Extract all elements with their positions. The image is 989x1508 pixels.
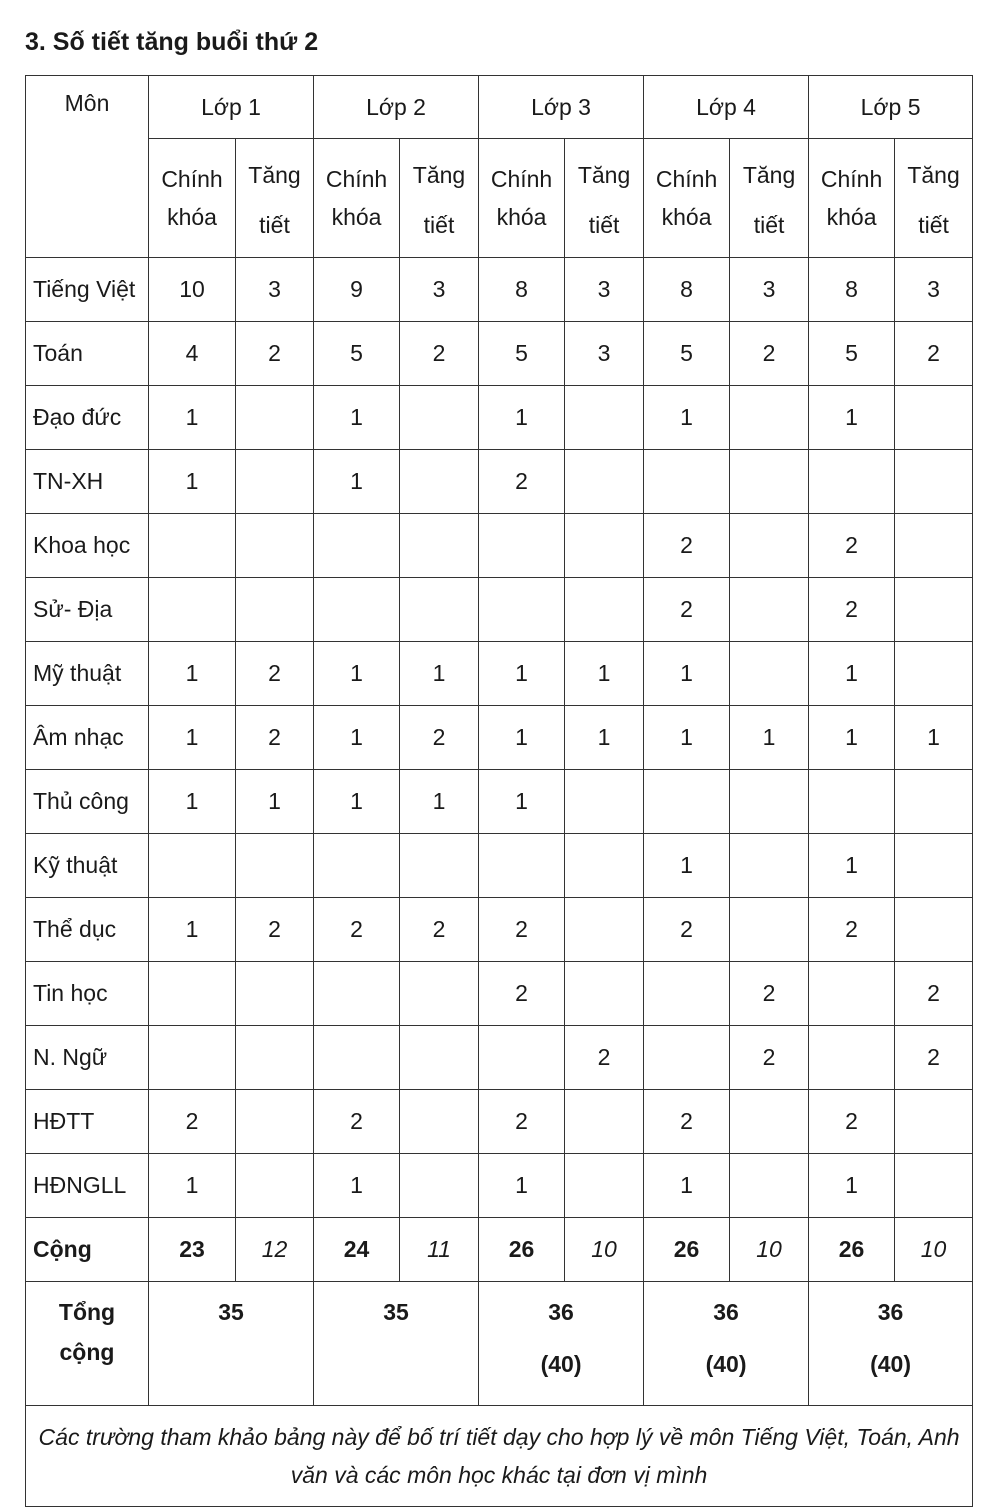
class-header: Lớp 2 xyxy=(314,76,479,139)
subject-cell: Thủ công xyxy=(26,770,149,834)
tang-tiet-header xyxy=(895,139,973,258)
chinh-khoa-cell: 10 xyxy=(149,258,236,322)
tang-tiet-cell: 3 xyxy=(400,258,479,322)
chinh-khoa-cell xyxy=(149,834,236,898)
chinh-khoa-cell: 2 xyxy=(479,898,565,962)
tang-tiet-cell xyxy=(236,834,314,898)
chinh-khoa-cell: 1 xyxy=(149,898,236,962)
tang-tiet-line1: Tăng xyxy=(412,162,466,188)
chinh-khoa-cell: 4 xyxy=(149,322,236,386)
grand-total-value: 36 xyxy=(877,1299,904,1325)
chinh-khoa-cell: 2 xyxy=(644,578,730,642)
tang-tiet-cell xyxy=(730,770,809,834)
chinh-khoa-cell: 1 xyxy=(314,386,400,450)
chinh-khoa-cell: 1 xyxy=(809,1154,895,1218)
tang-tiet-cell xyxy=(730,450,809,514)
chinh-khoa-line1: Chính xyxy=(325,166,388,192)
chinh-khoa-cell xyxy=(644,770,730,834)
tang-tiet-line1: Tăng xyxy=(577,162,631,188)
chinh-khoa-line2: khóa xyxy=(496,204,547,230)
table-row xyxy=(26,642,973,706)
subtotal-cell: 26 xyxy=(809,1218,895,1282)
tang-tiet-cell: 1 xyxy=(565,706,644,770)
chinh-khoa-cell: 1 xyxy=(809,706,895,770)
tang-tiet-cell xyxy=(895,1090,973,1154)
tang-tiet-cell xyxy=(236,578,314,642)
tang-tiet-cell: 2 xyxy=(400,322,479,386)
grand-total-alt: (40) xyxy=(540,1351,582,1377)
chinh-khoa-header xyxy=(644,139,730,258)
tang-tiet-cell xyxy=(236,450,314,514)
tang-tiet-cell xyxy=(895,898,973,962)
chinh-khoa-cell: 1 xyxy=(314,1154,400,1218)
table-row xyxy=(26,514,973,578)
chinh-khoa-cell xyxy=(314,578,400,642)
chinh-khoa-cell: 1 xyxy=(149,642,236,706)
chinh-khoa-cell: 2 xyxy=(314,898,400,962)
subtotal-cell: 10 xyxy=(895,1218,973,1282)
tang-tiet-cell: 3 xyxy=(565,322,644,386)
chinh-khoa-cell: 1 xyxy=(314,706,400,770)
table-row xyxy=(26,386,973,450)
grand-total-value: 35 xyxy=(218,1299,244,1325)
chinh-khoa-cell: 8 xyxy=(479,258,565,322)
chinh-khoa-cell: 2 xyxy=(149,1090,236,1154)
subtotal-cell: 11 xyxy=(400,1218,479,1282)
tang-tiet-cell xyxy=(895,642,973,706)
tang-tiet-cell: 1 xyxy=(730,706,809,770)
tang-tiet-cell: 2 xyxy=(730,1026,809,1090)
tang-tiet-cell: 2 xyxy=(400,706,479,770)
chinh-khoa-cell: 1 xyxy=(314,770,400,834)
table-row xyxy=(26,898,973,962)
tang-tiet-line2: tiết xyxy=(918,212,949,238)
tang-tiet-cell: 3 xyxy=(565,258,644,322)
subtotal-row xyxy=(26,1218,973,1282)
chinh-khoa-cell: 1 xyxy=(479,706,565,770)
subject-cell: Khoa học xyxy=(26,514,149,578)
tang-tiet-cell: 2 xyxy=(895,962,973,1026)
table-row xyxy=(26,962,973,1026)
subject-cell: Toán xyxy=(26,322,149,386)
subtotal-cell: 12 xyxy=(236,1218,314,1282)
tang-tiet-cell xyxy=(895,770,973,834)
tang-tiet-cell xyxy=(895,514,973,578)
chinh-khoa-cell: 2 xyxy=(644,514,730,578)
subtotal-cell: 24 xyxy=(314,1218,400,1282)
chinh-khoa-cell: 1 xyxy=(809,386,895,450)
chinh-khoa-cell xyxy=(809,770,895,834)
tang-tiet-cell: 2 xyxy=(730,962,809,1026)
grand-total-value: 36 xyxy=(548,1299,574,1325)
tang-tiet-cell xyxy=(565,386,644,450)
chinh-khoa-header xyxy=(314,139,400,258)
tang-tiet-cell xyxy=(236,514,314,578)
chinh-khoa-line1: Chính xyxy=(820,166,883,192)
tang-tiet-cell xyxy=(236,1026,314,1090)
chinh-khoa-cell: 2 xyxy=(314,1090,400,1154)
tang-tiet-cell xyxy=(730,834,809,898)
chinh-khoa-cell: 1 xyxy=(149,706,236,770)
subtotal-label: Cộng xyxy=(26,1218,149,1282)
chinh-khoa-cell: 1 xyxy=(479,770,565,834)
chinh-khoa-line2: khóa xyxy=(167,204,217,230)
chinh-khoa-cell: 8 xyxy=(644,258,730,322)
table-row xyxy=(26,834,973,898)
chinh-khoa-cell xyxy=(479,514,565,578)
chinh-khoa-cell: 9 xyxy=(314,258,400,322)
tang-tiet-cell xyxy=(565,514,644,578)
tang-tiet-cell: 1 xyxy=(565,642,644,706)
chinh-khoa-cell: 5 xyxy=(644,322,730,386)
tang-tiet-cell: 1 xyxy=(895,706,973,770)
chinh-khoa-cell: 1 xyxy=(314,450,400,514)
chinh-khoa-cell xyxy=(314,834,400,898)
page-title: 3. Số tiết tăng buổi thứ 2 xyxy=(25,28,319,56)
table-row xyxy=(26,706,973,770)
chinh-khoa-line1: Chính xyxy=(490,166,553,192)
class-header: Lớp 3 xyxy=(479,76,644,139)
tang-tiet-cell: 2 xyxy=(236,898,314,962)
tang-tiet-cell: 2 xyxy=(236,706,314,770)
note-row xyxy=(26,1406,973,1507)
grand-total-label-line2: cộng xyxy=(59,1339,115,1365)
table-body xyxy=(26,258,973,1507)
header-row-classes xyxy=(26,76,973,139)
subject-cell: Kỹ thuật xyxy=(26,834,149,898)
chinh-khoa-line2: khóa xyxy=(661,204,712,230)
tang-tiet-header xyxy=(400,139,479,258)
chinh-khoa-cell: 2 xyxy=(809,514,895,578)
tang-tiet-cell xyxy=(895,578,973,642)
tang-tiet-cell: 3 xyxy=(236,258,314,322)
subject-cell: Thể dục xyxy=(26,898,149,962)
tang-tiet-cell xyxy=(895,450,973,514)
class-header: Lớp 5 xyxy=(809,76,973,139)
subject-column-header: Môn xyxy=(26,76,149,258)
chinh-khoa-cell xyxy=(809,450,895,514)
subject-cell: Âm nhạc xyxy=(26,706,149,770)
chinh-khoa-cell xyxy=(644,450,730,514)
chinh-khoa-header xyxy=(479,139,565,258)
tang-tiet-cell xyxy=(400,514,479,578)
subject-cell: Sử- Địa xyxy=(26,578,149,642)
tang-tiet-line1: Tăng xyxy=(907,162,960,188)
tang-tiet-cell: 2 xyxy=(400,898,479,962)
table-row xyxy=(26,1154,973,1218)
tang-tiet-cell: 1 xyxy=(400,642,479,706)
chinh-khoa-cell: 2 xyxy=(479,962,565,1026)
tang-tiet-cell xyxy=(730,514,809,578)
table-row xyxy=(26,322,973,386)
subject-cell: Tiếng Việt xyxy=(26,258,149,322)
chinh-khoa-cell: 2 xyxy=(809,898,895,962)
grand-total-row xyxy=(26,1282,973,1406)
tang-tiet-cell: 2 xyxy=(565,1026,644,1090)
tang-tiet-cell xyxy=(565,450,644,514)
chinh-khoa-cell: 1 xyxy=(644,706,730,770)
chinh-khoa-cell: 1 xyxy=(314,642,400,706)
tang-tiet-cell: 2 xyxy=(236,322,314,386)
tang-tiet-cell xyxy=(730,1154,809,1218)
tang-tiet-cell xyxy=(400,1090,479,1154)
chinh-khoa-cell: 1 xyxy=(809,834,895,898)
tang-tiet-cell xyxy=(400,450,479,514)
tang-tiet-line1: Tăng xyxy=(742,162,796,188)
subtotal-cell: 26 xyxy=(479,1218,565,1282)
tang-tiet-cell xyxy=(565,834,644,898)
tang-tiet-cell xyxy=(895,1154,973,1218)
chinh-khoa-cell: 1 xyxy=(149,450,236,514)
chinh-khoa-cell xyxy=(149,578,236,642)
chinh-khoa-cell xyxy=(314,514,400,578)
chinh-khoa-cell: 1 xyxy=(149,1154,236,1218)
grand-total-cell xyxy=(809,1282,973,1406)
chinh-khoa-cell: 1 xyxy=(644,642,730,706)
tang-tiet-cell xyxy=(400,834,479,898)
chinh-khoa-line2: khóa xyxy=(826,204,877,230)
tang-tiet-cell: 3 xyxy=(730,258,809,322)
tang-tiet-cell xyxy=(565,898,644,962)
class-header: Lớp 1 xyxy=(149,76,314,139)
tang-tiet-cell: 2 xyxy=(895,1026,973,1090)
tang-tiet-cell xyxy=(400,1026,479,1090)
subject-cell: HĐNGLL xyxy=(26,1154,149,1218)
chinh-khoa-cell: 2 xyxy=(644,898,730,962)
tang-tiet-cell xyxy=(895,386,973,450)
grand-total-alt: (40) xyxy=(870,1351,912,1377)
tang-tiet-cell xyxy=(565,578,644,642)
tang-tiet-cell xyxy=(565,962,644,1026)
tang-tiet-cell xyxy=(730,642,809,706)
chinh-khoa-cell: 2 xyxy=(479,450,565,514)
table-row xyxy=(26,258,973,322)
tang-tiet-cell xyxy=(400,578,479,642)
chinh-khoa-cell xyxy=(149,962,236,1026)
chinh-khoa-cell: 2 xyxy=(809,1090,895,1154)
grand-total-label-line1: Tổng xyxy=(58,1299,116,1325)
chinh-khoa-line1: Chính xyxy=(161,166,223,192)
chinh-khoa-cell xyxy=(314,962,400,1026)
tang-tiet-line2: tiết xyxy=(753,212,785,238)
chinh-khoa-cell: 1 xyxy=(644,386,730,450)
tang-tiet-line2: tiết xyxy=(423,212,455,238)
subtotal-cell: 10 xyxy=(730,1218,809,1282)
class-header: Lớp 4 xyxy=(644,76,809,139)
chinh-khoa-cell xyxy=(149,1026,236,1090)
tang-tiet-cell xyxy=(400,1154,479,1218)
table-row xyxy=(26,770,973,834)
tang-tiet-cell xyxy=(730,1090,809,1154)
grand-total-cell xyxy=(479,1282,644,1406)
table-row xyxy=(26,1090,973,1154)
tang-tiet-cell xyxy=(400,386,479,450)
chinh-khoa-cell: 1 xyxy=(479,1154,565,1218)
grand-total-value: 35 xyxy=(383,1299,409,1325)
subject-cell: TN-XH xyxy=(26,450,149,514)
chinh-khoa-cell xyxy=(809,1026,895,1090)
table-row xyxy=(26,450,973,514)
tang-tiet-cell: 2 xyxy=(730,322,809,386)
tang-tiet-header xyxy=(730,139,809,258)
tang-tiet-header xyxy=(236,139,314,258)
chinh-khoa-cell: 2 xyxy=(809,578,895,642)
lesson-schedule-table xyxy=(25,75,973,1507)
chinh-khoa-cell: 1 xyxy=(479,386,565,450)
chinh-khoa-header xyxy=(149,139,236,258)
tang-tiet-cell xyxy=(565,770,644,834)
tang-tiet-cell: 1 xyxy=(400,770,479,834)
chinh-khoa-cell: 1 xyxy=(644,1154,730,1218)
chinh-khoa-line2: khóa xyxy=(331,204,382,230)
chinh-khoa-cell: 5 xyxy=(809,322,895,386)
tang-tiet-line2: tiết xyxy=(588,212,620,238)
tang-tiet-cell: 2 xyxy=(236,642,314,706)
tang-tiet-cell xyxy=(236,386,314,450)
chinh-khoa-cell xyxy=(809,962,895,1026)
chinh-khoa-line1: Chính xyxy=(655,166,718,192)
tang-tiet-cell xyxy=(730,386,809,450)
chinh-khoa-cell: 8 xyxy=(809,258,895,322)
tang-tiet-cell xyxy=(565,1154,644,1218)
chinh-khoa-header xyxy=(809,139,895,258)
tang-tiet-cell: 3 xyxy=(895,258,973,322)
chinh-khoa-cell: 2 xyxy=(644,1090,730,1154)
tang-tiet-cell xyxy=(400,962,479,1026)
chinh-khoa-cell: 1 xyxy=(149,770,236,834)
chinh-khoa-cell: 5 xyxy=(479,322,565,386)
subject-cell: N. Ngữ xyxy=(26,1026,149,1090)
tang-tiet-cell: 1 xyxy=(236,770,314,834)
chinh-khoa-cell xyxy=(479,834,565,898)
chinh-khoa-cell: 2 xyxy=(479,1090,565,1154)
tang-tiet-cell xyxy=(730,898,809,962)
grand-total-alt: (40) xyxy=(705,1351,747,1377)
subtotal-cell: 26 xyxy=(644,1218,730,1282)
tang-tiet-cell xyxy=(895,834,973,898)
tang-tiet-header xyxy=(565,139,644,258)
subject-cell: Tin học xyxy=(26,962,149,1026)
subtotal-cell: 10 xyxy=(565,1218,644,1282)
grand-total-value: 36 xyxy=(713,1299,739,1325)
tang-tiet-cell xyxy=(730,578,809,642)
tang-tiet-line1: Tăng xyxy=(248,162,301,188)
header-row-types xyxy=(26,139,973,258)
chinh-khoa-cell: 5 xyxy=(314,322,400,386)
chinh-khoa-cell: 1 xyxy=(149,386,236,450)
chinh-khoa-cell xyxy=(314,1026,400,1090)
subtotal-cell: 23 xyxy=(149,1218,236,1282)
grand-total-cell xyxy=(314,1282,479,1406)
subject-cell: Mỹ thuật xyxy=(26,642,149,706)
chinh-khoa-cell: 1 xyxy=(644,834,730,898)
subject-cell: Đạo đức xyxy=(26,386,149,450)
tang-tiet-cell xyxy=(236,962,314,1026)
tang-tiet-line2: tiết xyxy=(259,212,290,238)
chinh-khoa-cell: 1 xyxy=(479,642,565,706)
table-row xyxy=(26,578,973,642)
tang-tiet-cell xyxy=(236,1090,314,1154)
subject-cell: HĐTT xyxy=(26,1090,149,1154)
chinh-khoa-cell xyxy=(149,514,236,578)
tang-tiet-cell: 2 xyxy=(895,322,973,386)
note-text: Các trường tham khảo bảng này để bố trí tiết dạy cho hợp lý về môn Tiếng Việt, Toán, Anh văn và các môn học khác tại đơn vị mình xyxy=(26,1406,973,1507)
table-row xyxy=(26,1026,973,1090)
tang-tiet-cell xyxy=(236,1154,314,1218)
tang-tiet-cell xyxy=(565,1090,644,1154)
grand-total-cell xyxy=(149,1282,314,1406)
chinh-khoa-cell xyxy=(479,578,565,642)
chinh-khoa-cell xyxy=(479,1026,565,1090)
chinh-khoa-cell: 1 xyxy=(809,642,895,706)
grand-total-cell xyxy=(644,1282,809,1406)
chinh-khoa-cell xyxy=(644,1026,730,1090)
grand-total-label xyxy=(26,1282,149,1406)
chinh-khoa-cell xyxy=(644,962,730,1026)
